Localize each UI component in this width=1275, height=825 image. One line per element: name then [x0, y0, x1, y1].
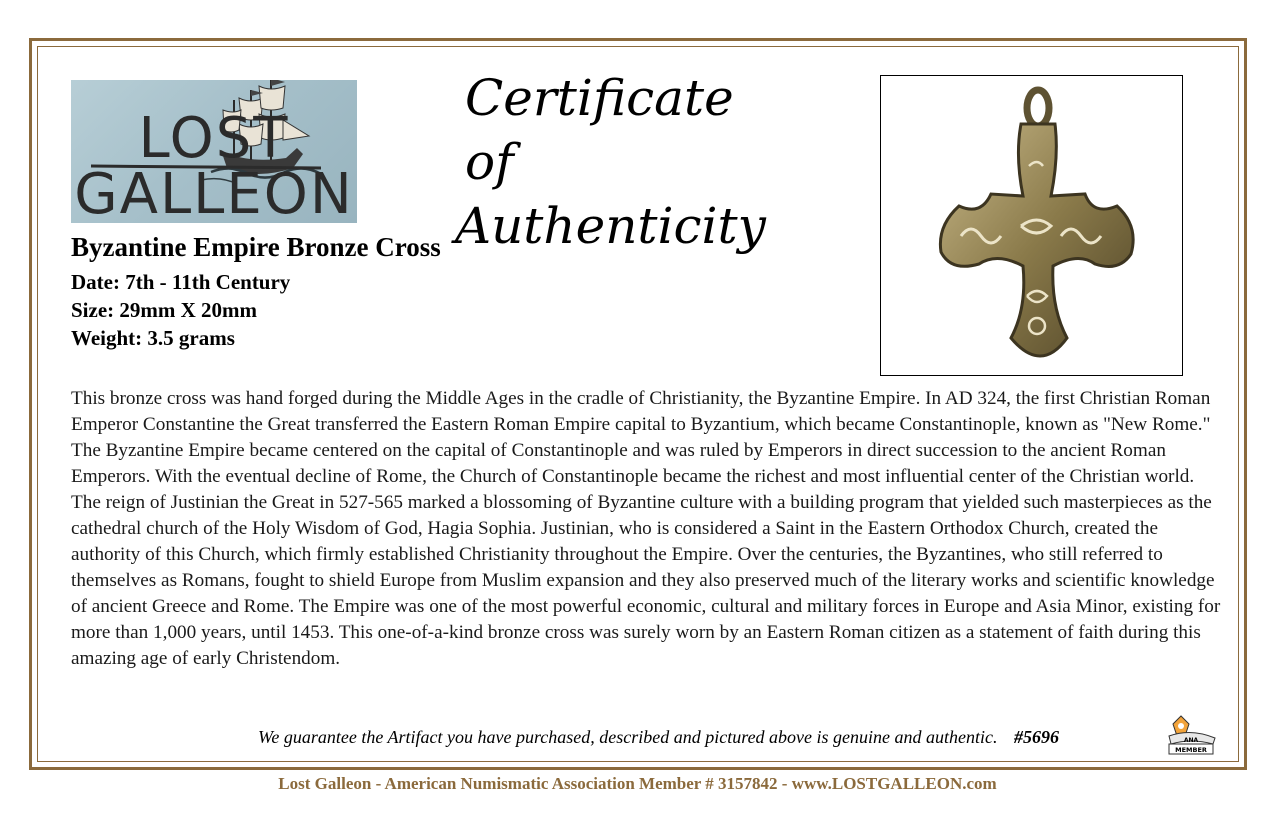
- item-size: Size: 29mm X 20mm: [71, 298, 258, 322]
- badge-line2: MEMBER: [1175, 746, 1207, 754]
- description-paragraph-1: This bronze cross was hand forged during the Middle Ages in the cradle of Christianity, the Byzantine Empire. In AD 324, the first Christian Roman Emperor Constantine the Great transferred the Eastern Roman Empire capital to Byzantium, which became Constantinople, known as "New Rome." The Byzantine Empire became centered on the capital of Constantinople and was ruled by Emperors in direct succession to the ancient Roman Emperors. With the eventual decline of Rome, the Church of Constantinople became the richest and most influential center of the Christian world.: [71, 388, 1211, 487]
- lost-galleon-logo: [71, 80, 357, 223]
- item-description: [71, 386, 1231, 672]
- ana-member-badge-icon: [1163, 714, 1219, 756]
- logo-word-lost: LOST: [138, 106, 290, 171]
- certificate-number: #5696: [1014, 727, 1060, 747]
- artifact-photo: [880, 75, 1183, 376]
- certificate-title-line1: Certificate of: [465, 69, 734, 191]
- guarantee-statement: [258, 727, 1059, 748]
- item-date: Date: 7th - 11th Century: [71, 270, 291, 294]
- item-name: Byzantine Empire Bronze Cross: [71, 232, 441, 262]
- item-weight: Weight: 3.5 grams: [71, 326, 235, 350]
- logo-word-galleon: GALLEON: [74, 162, 354, 223]
- certificate-title: [455, 66, 765, 258]
- description-paragraph-2: The reign of Justinian the Great in 527-565 marked a blossoming of Byzantine culture with a building program that yielded such masterpieces as the cathedral church of the Holy Wisdom of God, Hagia Sophia. Justinian, who is considered a Saint in the Eastern Orthodox Church, created the authority of this Church, which firmly established Christianity throughout the Empire. Over the centuries, the Byzantines, who still referred to themselves as Romans, fought to shield Europe from Muslim expansion and they also preserved much of the literary works and scientific knowledge of ancient Greece and Rome. The Empire was one of the most powerful economic, cultural and military forces in Europe and Asia Minor, existing for more than 1,000 years, until 1453. This one-of-a-kind bronze cross was surely worn by an Eastern Roman citizen as a statement of faith during this amazing age of early Christendom.: [71, 492, 1221, 669]
- guarantee-text: We guarantee the Artifact you have purchased, described and pictured above is genuine and authentic.: [258, 727, 998, 747]
- bronze-cross-image: [881, 76, 1181, 374]
- certificate-title-line2: Authenticity: [455, 197, 766, 255]
- badge-line1: ANA: [1183, 737, 1199, 744]
- footer-text: Lost Galleon - American Numismatic Association Member # 3157842 - www.LOSTGALLEON.com: [278, 774, 997, 793]
